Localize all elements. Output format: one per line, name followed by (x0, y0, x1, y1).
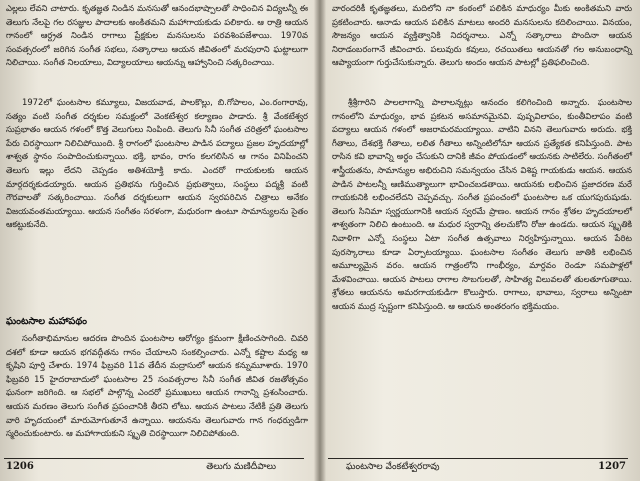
left-paragraph-3-text: సంగీతాభిమానుల ఆదరణ పొందిన ఘంటసాల ఆరోగ్యం క్రమంగా క్షీణించసాగింది. చివరి దశలో కూడా ఆయన భగవద్గీతను గానం చేయాలని సంకల్పించారు. ఎన్నో కష్టాల మధ్య ఆ కృషిని పూర్తి చేశారు. 1974 ఫిబ్రవరి 11వ తేదీన మద్రాసులో ఆయన కన్నుమూశారు. 1970 ఫిబ్రవరి 15 హైదరాబాదులో ఘంటసాల 25 సంవత్సరాల సినీ సంగీత జీవిత రజతోత్సవం ఘనంగా జరిగింది. ఆ సభలో పాల్గొన్న ఎందరో ప్రముఖులు ఆయన గానాన్ని ప్రశంసించారు. ఆయన మరణం తెలుగు సంగీత ప్రపంచానికి తీరని లోటు. ఆయన పాటలు నేటికీ ప్రతి తెలుగు వారి హృదయంలో మారుమోగుతూనే ఉన్నాయి. ఆయనను తెలుగువారు గాన గంధర్వుడిగా స్మరించుకుంటారు. ఆ మహాగాయకుని స్మృతి చిరస్థాయిగా నిలిచిపోతుంది. (6, 333, 308, 439)
left-paragraph-3 (6, 332, 308, 441)
right-footer (328, 458, 628, 475)
right-page-number: 1207 (598, 461, 626, 472)
gutter (314, 0, 326, 481)
left-page (0, 0, 312, 481)
left-paragraph-2 (6, 96, 308, 232)
left-paragraph-1 (6, 2, 308, 70)
right-paragraph-1-text: వారందరికీ కృతజ్ఞతలు, మదిలోని నా కంఠంలో పలికిన మాధుర్యం మీకు అంకితమని వారు ప్రకటించారు. ఆనాడు ఆయన పలికిన మాటలు అందరి మనసులను కదిలించాయి. వినయం, సౌజన్యం ఆయన వ్యక్తిత్వానికి నిదర్శనాలు. ఎన్నో సత్కారాలు పొందినా ఆయన నిరాడంబరంగానే జీవించారు. పలువురు కవులు, రచయితలు ఆయనతో గల అనుబంధాన్ని ఆప్యాయంగా గుర్తుచేసుకున్నారు. తెలుగు అందం ఆయన పాటల్లో ప్రతిఫలించింది. (332, 3, 632, 68)
left-footer (4, 458, 304, 475)
right-running-title: ఘంటసాల వేంకటేశ్వరరావు (346, 462, 440, 472)
right-paragraph-2-text: శ్రీశ్రీగారిని పాలలాగాన్ని పాలాలన్నట్లు ఆనందం కలిగించింది అన్నారు. ఘంటసాల గానంలోని మాధుర్యం, భావ ప్రకటన అసమానమైనవి. పుష్పవిలాపం, కుంతీవిలాపం వంటి పద్యాలు ఆయన గళంలో అజరామరమయ్యాయి. వాటిని వినని తెలుగువారు అరుదు. భక్తి గీతాలు, దేశభక్తి గీతాలు, లలిత గీతాలు అన్నింటిలోనూ ఆయన ప్రత్యేకత కనిపిస్తుంది. పాట రాసిన కవి భావాన్ని అర్థం చేసుకుని దానికి జీవం పోయడంలో ఆయనకు సాటిలేరు. సంగీతంలో శాస్త్రీయతను, సామాన్యుల అభిరుచిని సమన్వయం చేసిన విశిష్ట గాయకుడు ఆయన. ఆయన పాడిన పాటలన్నీ ఆణిముత్యాలుగా భావించబడతాయి. ఆయనకు లభించిన ప్రజాదరణ మరే గాయకునికి లభించలేదని చెప్పవచ్చు. సంగీత ప్రపంచంలో ఘంటసాల ఒక యుగపురుషుడు. తెలుగు సినిమా స్వర్ణయుగానికి ఆయన స్వరమే ప్రాణం. ఆయన గానం శ్రోతల హృదయాలలో శాశ్వతంగా నిలిచి ఉంటుంది. ఆ మధుర స్వరాన్ని తలచుకోని రోజు ఉండదు. ఆయన స్మృతికి నివాళిగా ఎన్నో సంస్థలు ఏటా సంగీత ఉత్సవాలు నిర్వహిస్తున్నాయి. ఆయన పేరిట పురస్కారాలు కూడా ఏర్పాటయ్యాయి. ఘంటసాల సంగీతం తెలుగు జాతికి లభించిన అమూల్యమైన వరం. ఆయన గాత్రంలోని గాంభీర్యం, మార్దవం రెండూ సమపాళ్లలో మేళవించాయి. ఆయన పాటలు రాగాల సొబగులతో, సాహిత్య విలువలతో తులతూగుతాయి. శ్రోతలు ఆయనను అమరగాయకుడిగా కొలుస్తారు. రాగాలు, భావాలు, స్వరాలు అన్నింటా ఆయన ముద్ర స్పష్టంగా కనిపిస్తుంది. ఆ ఆయన అంతరంగం భక్తిమయం. (332, 97, 632, 311)
left-paragraph-2-text: 1972లో ఘంటసాల కమ్యూలు, విజయవాడ, పాలకొల్లు, బి.గోపాలం, ఎం.రంగారావు, సత్యం వంటి సంగీత దర్శకుల సమక్షంలో వెంకటేశ్వర కల్యాణం పాడారు. శ్రీ వేంకటేశ్వర సుప్రభాతం ఆయన గళంలో కొత్త వెలుగులు నింపింది. తెలుగు సినీ సంగీత చరిత్రలో ఘంటసాల పేరు చిరస్థాయిగా నిలిచిపోయింది. శ్రీ రాగంలో ఘంటసాల పాడిన పద్యాలు ప్రజల హృదయాల్లో శాశ్వత స్థానం సంపాదించుకున్నాయి. భక్తి, భావం, రాగం కలగలిసిన ఆ గానం వినిపించని తెలుగు ఇల్లు లేదని చెప్పడం అతిశయోక్తి కాదు. ఎందరో గాయకులకు ఆయన మార్గదర్శకుడయ్యారు. ఆయన ప్రతిభను గుర్తించిన ప్రభుత్వాలు, సంస్థలు పద్మశ్రీ వంటి గౌరవాలతో సత్కరించాయి. సంగీత దర్శకులుగా ఆయన స్వరపరిచిన చిత్రాలు అనేకం విజయవంతమయ్యాయి. ఆయన సంగీతం సరళంగా, మధురంగా ఉంటూ సామాన్యులను సైతం ఆకట్టుకునేది. (6, 97, 308, 230)
right-paragraph-2 (332, 96, 632, 314)
left-paragraph-1-text: ఎల్లలు లేవని చాటారు. కృతజ్ఞత నిండిన మనసుతో ఆనందభాష్పాలతో సాధించిన విద్యలన్నీ ఈ తెలుగు నేలపై గల రసజ్ఞుల పాదాలకు అంకితమని మహాగాయకుడు పలికారు. ఆ రాత్రి ఆయన గానంలో ఆర్ద్రత నిండిన రాగాలు ప్రేక్షకుల మనసులను పరవశింపజేశాయి. 1970వ సంవత్సరంలో జరిగిన సంగీత సభలు, సత్కారాలు ఆయన జీవితంలో మరపురాని ఘట్టాలుగా నిలిచాయి. సంగీత నిలయాలు, విద్యాలయాలు ఆయన్ను ఆహ్వానించి సత్కరించాయి. (6, 3, 308, 68)
section-heading: ఘంటసాల మహాపథం (6, 316, 87, 327)
right-paragraph-1 (332, 2, 632, 70)
left-page-number: 1206 (6, 461, 34, 472)
left-running-title: తెలుగు మణిదీపాలు (206, 462, 276, 472)
right-page (326, 0, 636, 481)
